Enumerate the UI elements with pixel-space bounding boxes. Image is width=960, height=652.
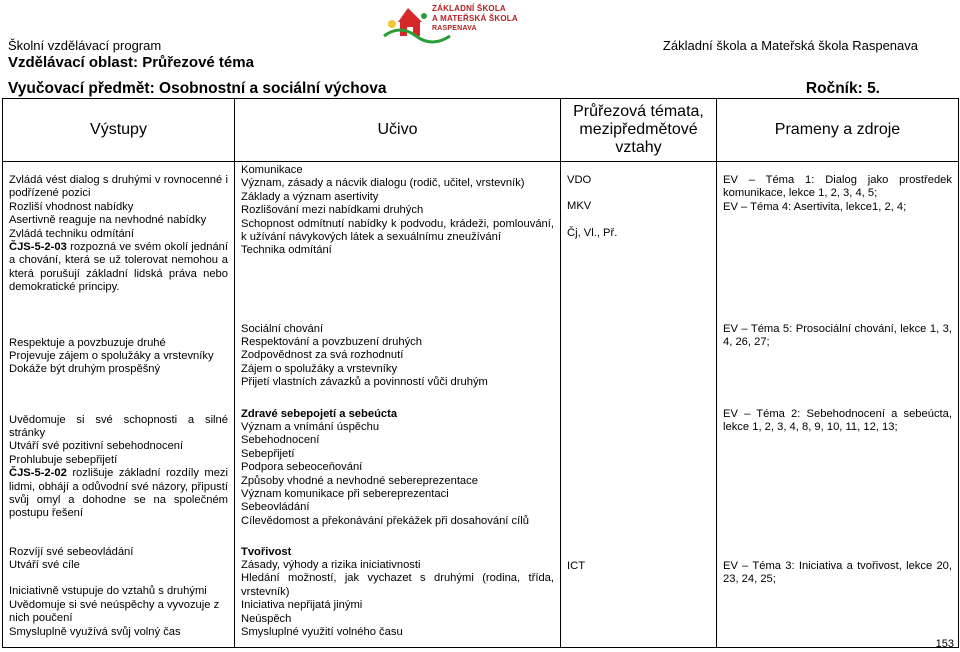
vystup-item: Iniciativně vstupuje do vztahů s druhými: [9, 585, 207, 598]
ucivo-item: Význam komunikace při sebereprezentaci: [241, 487, 449, 500]
vystup-item: Uvědomuje si své schopnosti a silné stránky: [9, 413, 228, 439]
ucivo-item: Sebepřijetí: [241, 447, 295, 460]
vystup-code: ČJS-5-2-02: [9, 467, 67, 480]
tema-item: Čj, Vl., Př.: [567, 226, 618, 239]
table-row: [3, 400, 959, 538]
ucivo-item: Sebehodnocení: [241, 434, 320, 447]
logo-line-2: A MATEŘSKÁ ŠKOLA: [432, 14, 518, 23]
ucivo-item: Základy a význam asertivity: [241, 190, 379, 203]
area-label: Vzdělávací oblast: Průřezové téma: [8, 54, 254, 71]
ucivo-item: Smysluplné využití volného času: [241, 625, 403, 638]
logo-line-3: RASPENAVA: [432, 25, 477, 32]
vystup-code: ČJS-5-2-03: [9, 241, 67, 254]
table-row: [3, 538, 959, 648]
vystup-item: Respektuje a povzbuzuje druhé: [9, 336, 166, 349]
ucivo-item: Neúspěch: [241, 612, 292, 625]
ucivo-cell: [235, 538, 561, 648]
vystup-item: Utváří své cíle: [9, 558, 80, 571]
vystupy-cell: [3, 315, 235, 400]
zdroje-cell: [717, 162, 959, 315]
vystup-item: Zvládá vést dialog s druhými v rovnocenné i podřízené pozici: [9, 174, 228, 200]
ucivo-cell: [235, 400, 561, 538]
vystup-item: Asertivně reaguje na nevhodné nabídky: [9, 214, 207, 227]
ucivo-item: Způsoby vhodné a nevhodné sebereprezentace: [241, 474, 478, 487]
vystup-item: Smysluplně využívá svůj volný čas: [9, 625, 181, 638]
page-number: 153: [935, 638, 954, 650]
vystup-item: Rozliší vhodnost nabídky: [9, 200, 134, 213]
vystupy-cell: [3, 400, 235, 538]
zdroj-item: EV – Téma 4: Asertivita, lekce1, 2, 4;: [723, 200, 907, 213]
ucivo-item: Sebeovládání: [241, 501, 310, 514]
zdroj-item: EV – Téma 5: Prosociální chování, lekce 1, 3, 4, 26, 27;: [723, 322, 952, 348]
table-row: [3, 315, 959, 400]
logo-text: [432, 4, 518, 34]
ucivo-item: Zásady, výhody a rizika iniciativnosti: [241, 558, 421, 571]
ucivo-title: Sociální chování: [241, 322, 324, 335]
header-temata: Průřezová témata, mezipředmětové vztahy: [561, 99, 717, 162]
zdroje-cell: [717, 400, 959, 538]
ucivo-item: Iniciativa nepřijatá jinými: [241, 599, 363, 612]
vystup-item: [9, 241, 228, 295]
ucivo-item: Zájem o spolužáky a vrstevníky: [241, 362, 398, 375]
zdroj-item: EV – Téma 3: Iniciativa a tvořivost, lekce 20, 23, 24, 25;: [723, 559, 952, 585]
vystupy-cell: [3, 162, 235, 315]
vystup-item: Uvědomuje si své neúspěchy a vyvozuje z nich poučení: [9, 598, 220, 625]
zdroje-cell: [717, 315, 959, 400]
ucivo-item: Význam a vnímání úspěchu: [241, 420, 380, 433]
vystup-item: Rozvíjí své sebeovládání: [9, 545, 134, 558]
ucivo-item: Cílevědomost a překonávání překážek při dosahování cílů: [241, 514, 529, 527]
ucivo-item: Hledání možností, jak vychazet s druhými (rodina, třída, vrstevník): [241, 572, 554, 598]
vystup-item: Utváří své pozitivní sebehodnocení: [9, 440, 184, 453]
temata-cell: [561, 162, 717, 315]
vystup-item: Projevuje zájem o spolužáky a vrstevníky: [9, 349, 214, 362]
tema-item: MKV: [567, 200, 592, 213]
subject-label: Vyučovací předmět: Osobnostní a sociální výchova: [8, 80, 387, 97]
vystup-item: Prohlubuje sebepřijetí: [9, 453, 118, 466]
ucivo-item: Přijetí vlastních závazků a povinností vůči druhým: [241, 376, 488, 389]
logo-line-1: ZÁKLADNÍ ŠKOLA: [432, 4, 506, 13]
vystup-item: [9, 572, 228, 585]
program-label: Školní vzdělávací program: [8, 38, 162, 53]
zdroj-item: EV – Téma 1: Dialog jako prostředek komunikace, lekce 1, 2, 3, 4, 5;: [723, 174, 952, 200]
vystup-item: [9, 467, 228, 521]
vystup-text: rozlišuje základní rozdíly mezi lidmi, obhájí a odůvodní své názory, připustí svůj omyl a dohodne se na společném postupu řešení: [9, 467, 229, 520]
tema-item: VDO: [567, 174, 592, 186]
ucivo-cell: [235, 162, 561, 315]
tema-item: ICT: [567, 559, 586, 572]
ucivo-item: Schopnost odmítnutí nabídky k podvodu, krádeži, pomlouvání, k užívání návykových látek a sexuálnímu zneužívání: [241, 217, 554, 244]
header-vystupy: Výstupy: [3, 99, 235, 162]
ucivo-item: Význam, zásady a nácvik dialogu (rodič, učitel, vrstevník): [241, 177, 525, 190]
vystupy-cell: [3, 538, 235, 648]
grade-label: Ročník: 5.: [805, 80, 880, 97]
ucivo-item: Rozlišování mezi nabídkami druhých: [241, 204, 424, 217]
school-name: Základní škola a Mateřská škola Raspenava: [662, 38, 918, 53]
temata-cell: [561, 400, 717, 538]
vystup-item: Dokáže být druhým prospěšný: [9, 363, 161, 376]
table-row: [3, 162, 959, 315]
zdroje-cell: [717, 538, 959, 648]
vystup-text: rozpozná ve svém okolí jednání a chování, která se už tolerovat nemohou a která porušují základní lidská práva nebo demokratické principy.: [9, 241, 229, 294]
temata-cell: [561, 538, 717, 648]
header-zdroje: Prameny a zdroje: [717, 99, 959, 162]
ucivo-item: Technika odmítání: [241, 244, 332, 257]
temata-cell: [561, 315, 717, 400]
zdroj-item: EV – Téma 2: Sebehodnocení a sebeúcta, lekce 1, 2, 3, 4, 8, 9, 10, 11, 12, 13;: [723, 407, 952, 433]
curriculum-table: [2, 98, 959, 648]
ucivo-title: Zdravé sebepojetí a sebeúcta: [241, 407, 398, 420]
ucivo-item: Respektování a povzbuzení druhých: [241, 335, 422, 348]
ucivo-cell: [235, 315, 561, 400]
ucivo-item: Zodpovědnost za svá rozhodnutí: [241, 349, 404, 362]
header-ucivo: Učivo: [235, 99, 561, 162]
ucivo-title: Tvořivost: [241, 545, 292, 558]
ucivo-title: Komunikace: [241, 164, 303, 176]
vystup-item: Zvládá techniku odmítání: [9, 227, 134, 240]
ucivo-item: Podpora sebeoceňování: [241, 461, 363, 474]
